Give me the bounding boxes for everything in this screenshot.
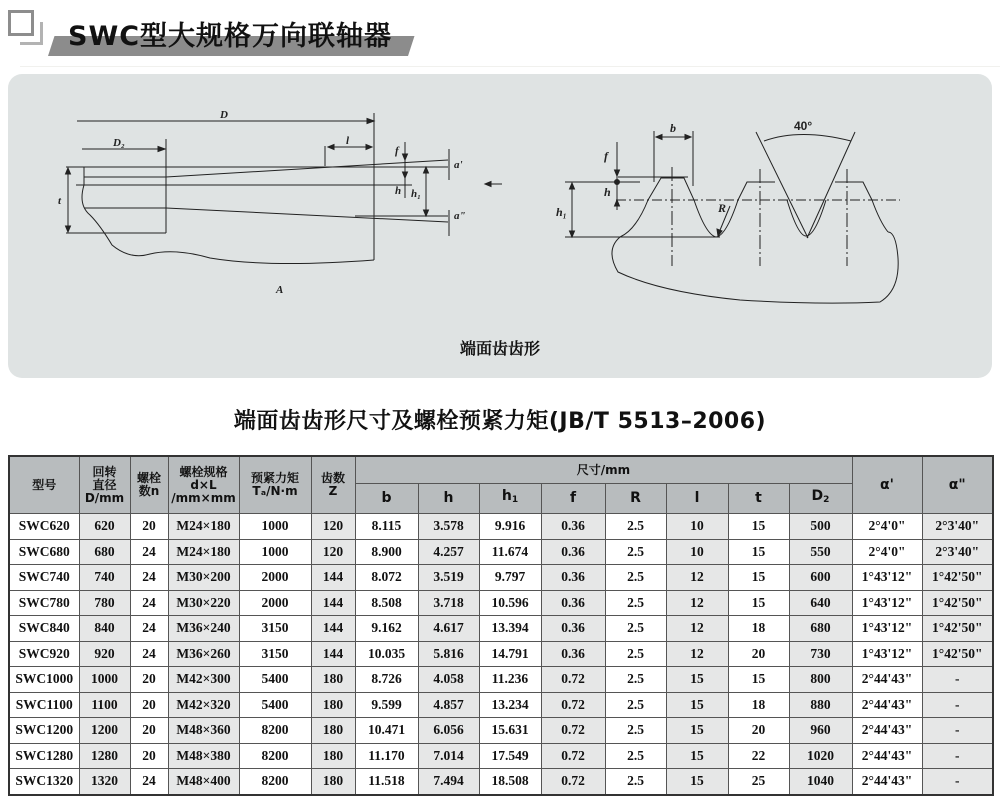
table-header-row-1 bbox=[9, 456, 993, 484]
cell-R: 2.5 bbox=[605, 769, 666, 795]
label-h1-right: h₁ bbox=[556, 205, 567, 219]
cell-alpha-prime: 2°44'43" bbox=[852, 718, 922, 744]
header-bolt-spec: 螺栓规格 d×L /mm×mm bbox=[168, 456, 239, 514]
label-h1: h₁ bbox=[411, 188, 421, 200]
cell-torque: 8200 bbox=[239, 718, 311, 744]
cell-b: 10.035 bbox=[355, 641, 418, 667]
label-l: l bbox=[346, 135, 350, 147]
header-divider bbox=[20, 66, 1000, 67]
cell-bolt-count: 20 bbox=[130, 718, 168, 744]
cell-torque: 1000 bbox=[239, 514, 311, 540]
cell-model: SWC1280 bbox=[9, 743, 79, 769]
cell-h: 3.519 bbox=[418, 565, 479, 591]
cell-R: 2.5 bbox=[605, 539, 666, 565]
cell-teeth: 180 bbox=[311, 667, 355, 693]
cell-h1: 9.797 bbox=[479, 565, 541, 591]
table-row bbox=[9, 718, 993, 744]
header-D2: $D_2$ bbox=[789, 484, 852, 514]
cell-D2: 880 bbox=[789, 692, 852, 718]
cell-torque: 3150 bbox=[239, 616, 311, 642]
cell-bolt-count: 20 bbox=[130, 692, 168, 718]
header-R: R bbox=[605, 484, 666, 514]
cell-bolt-spec: M48×400 bbox=[168, 769, 239, 795]
diagram-panel bbox=[8, 74, 992, 378]
label-view-A: A bbox=[276, 284, 284, 296]
table-body bbox=[9, 514, 993, 795]
cell-f: 0.36 bbox=[541, 590, 605, 616]
cell-alpha-prime: 2°44'43" bbox=[852, 667, 922, 693]
cell-alpha-prime: 2°4'0" bbox=[852, 514, 922, 540]
cell-bolt-count: 24 bbox=[130, 590, 168, 616]
cell-diameter: 1000 bbox=[79, 667, 130, 693]
cell-diameter: 780 bbox=[79, 590, 130, 616]
header-teeth: 齿数 Z bbox=[311, 456, 355, 514]
cell-t: 22 bbox=[728, 743, 789, 769]
label-f-right: f bbox=[604, 149, 608, 163]
cell-f: 0.36 bbox=[541, 616, 605, 642]
cell-diameter: 840 bbox=[79, 616, 130, 642]
cell-teeth: 144 bbox=[311, 616, 355, 642]
cell-D2: 600 bbox=[789, 565, 852, 591]
cell-D2: 500 bbox=[789, 514, 852, 540]
cell-alpha-double-prime: 1°42'50" bbox=[922, 641, 993, 667]
cell-t: 18 bbox=[728, 692, 789, 718]
cell-diameter: 1280 bbox=[79, 743, 130, 769]
header-b: b bbox=[355, 484, 418, 514]
cell-torque: 5400 bbox=[239, 667, 311, 693]
cell-torque: 5400 bbox=[239, 692, 311, 718]
cell-R: 2.5 bbox=[605, 514, 666, 540]
cell-f: 0.72 bbox=[541, 692, 605, 718]
header-h: h bbox=[418, 484, 479, 514]
cell-h1: 13.394 bbox=[479, 616, 541, 642]
cell-f: 0.72 bbox=[541, 718, 605, 744]
cell-l: 12 bbox=[666, 641, 728, 667]
header-h1: $h_1$ bbox=[479, 484, 541, 514]
cell-h: 4.617 bbox=[418, 616, 479, 642]
label-alpha2: a" bbox=[454, 210, 466, 222]
cell-alpha-double-prime: 1°42'50" bbox=[922, 565, 993, 591]
cell-b: 11.518 bbox=[355, 769, 418, 795]
table-row bbox=[9, 692, 993, 718]
table-row bbox=[9, 565, 993, 591]
cell-diameter: 1100 bbox=[79, 692, 130, 718]
cell-alpha-double-prime: 1°42'50" bbox=[922, 590, 993, 616]
cell-diameter: 680 bbox=[79, 539, 130, 565]
cell-model: SWC1320 bbox=[9, 769, 79, 795]
header-t: t bbox=[728, 484, 789, 514]
label-R: R bbox=[718, 201, 727, 215]
label-b: b bbox=[670, 121, 676, 135]
cell-bolt-count: 24 bbox=[130, 641, 168, 667]
cell-D2: 1040 bbox=[789, 769, 852, 795]
cell-teeth: 180 bbox=[311, 718, 355, 744]
cell-f: 0.36 bbox=[541, 514, 605, 540]
cell-bolt-spec: M48×360 bbox=[168, 718, 239, 744]
cell-bolt-spec: M30×220 bbox=[168, 590, 239, 616]
overlapping-squares-icon bbox=[8, 10, 48, 46]
cell-t: 25 bbox=[728, 769, 789, 795]
label-D: D bbox=[220, 109, 228, 121]
cell-alpha-double-prime: 2°3'40" bbox=[922, 514, 993, 540]
page-header bbox=[0, 0, 1000, 70]
cell-h1: 15.631 bbox=[479, 718, 541, 744]
cell-b: 8.508 bbox=[355, 590, 418, 616]
header-diameter: 回转 直径 D/mm bbox=[79, 456, 130, 514]
cell-bolt-spec: M36×240 bbox=[168, 616, 239, 642]
label-D2: D₂ bbox=[113, 137, 125, 149]
cell-alpha-prime: 1°43'12" bbox=[852, 641, 922, 667]
cell-b: 8.726 bbox=[355, 667, 418, 693]
cell-teeth: 180 bbox=[311, 743, 355, 769]
cell-R: 2.5 bbox=[605, 565, 666, 591]
table-row bbox=[9, 769, 993, 795]
cell-D2: 680 bbox=[789, 616, 852, 642]
cell-teeth: 180 bbox=[311, 769, 355, 795]
cell-alpha-prime: 2°4'0" bbox=[852, 539, 922, 565]
cell-t: 20 bbox=[728, 641, 789, 667]
cell-f: 0.36 bbox=[541, 565, 605, 591]
tooth-profile-drawing bbox=[565, 131, 900, 303]
cell-torque: 3150 bbox=[239, 641, 311, 667]
label-t: t bbox=[58, 195, 62, 207]
cell-b: 9.599 bbox=[355, 692, 418, 718]
table-row bbox=[9, 616, 993, 642]
cell-f: 0.72 bbox=[541, 743, 605, 769]
cell-b: 8.115 bbox=[355, 514, 418, 540]
cell-bolt-spec: M42×320 bbox=[168, 692, 239, 718]
header-alpha-double-prime: α" bbox=[922, 456, 993, 514]
cell-torque: 8200 bbox=[239, 743, 311, 769]
cell-h: 4.058 bbox=[418, 667, 479, 693]
cell-model: SWC920 bbox=[9, 641, 79, 667]
cell-l: 12 bbox=[666, 590, 728, 616]
cell-model: SWC740 bbox=[9, 565, 79, 591]
cell-l: 15 bbox=[666, 692, 728, 718]
cell-D2: 800 bbox=[789, 667, 852, 693]
cell-h1: 11.236 bbox=[479, 667, 541, 693]
page-title: SWC型大规格万向联轴器 bbox=[68, 21, 393, 52]
cell-diameter: 920 bbox=[79, 641, 130, 667]
cell-torque: 1000 bbox=[239, 539, 311, 565]
cell-h1: 10.596 bbox=[479, 590, 541, 616]
cell-alpha-prime: 2°44'43" bbox=[852, 692, 922, 718]
table-row bbox=[9, 514, 993, 540]
cell-h1: 14.791 bbox=[479, 641, 541, 667]
cell-bolt-spec: M48×380 bbox=[168, 743, 239, 769]
cell-alpha-prime: 2°44'43" bbox=[852, 743, 922, 769]
cell-h1: 11.674 bbox=[479, 539, 541, 565]
cell-bolt-count: 24 bbox=[130, 616, 168, 642]
header-dimensions-group: 尺寸/mm bbox=[355, 456, 852, 484]
cell-alpha-double-prime: - bbox=[922, 743, 993, 769]
cell-bolt-spec: M42×300 bbox=[168, 667, 239, 693]
cell-D2: 1020 bbox=[789, 743, 852, 769]
cell-alpha-double-prime: - bbox=[922, 667, 993, 693]
cell-bolt-count: 24 bbox=[130, 565, 168, 591]
cell-t: 15 bbox=[728, 590, 789, 616]
cell-bolt-spec: M30×200 bbox=[168, 565, 239, 591]
diagram-caption: 端面齿齿形 bbox=[459, 339, 540, 358]
cell-model: SWC620 bbox=[9, 514, 79, 540]
cell-torque: 2000 bbox=[239, 565, 311, 591]
cell-teeth: 144 bbox=[311, 641, 355, 667]
cell-l: 12 bbox=[666, 616, 728, 642]
cell-R: 2.5 bbox=[605, 616, 666, 642]
label-40-degrees: 40° bbox=[794, 119, 813, 133]
table-row bbox=[9, 641, 993, 667]
cell-R: 2.5 bbox=[605, 718, 666, 744]
cell-R: 2.5 bbox=[605, 743, 666, 769]
label-h-right: h bbox=[604, 185, 611, 199]
cell-R: 2.5 bbox=[605, 667, 666, 693]
cell-bolt-count: 24 bbox=[130, 769, 168, 795]
cell-t: 15 bbox=[728, 565, 789, 591]
cell-torque: 8200 bbox=[239, 769, 311, 795]
cell-t: 18 bbox=[728, 616, 789, 642]
cell-h: 3.578 bbox=[418, 514, 479, 540]
table-row bbox=[9, 667, 993, 693]
side-view-drawing bbox=[66, 113, 503, 264]
label-alpha1: a' bbox=[454, 159, 463, 171]
cell-bolt-count: 20 bbox=[130, 743, 168, 769]
cell-l: 12 bbox=[666, 565, 728, 591]
cell-alpha-double-prime: 2°3'40" bbox=[922, 539, 993, 565]
cell-l: 10 bbox=[666, 514, 728, 540]
cell-h: 5.816 bbox=[418, 641, 479, 667]
cell-torque: 2000 bbox=[239, 590, 311, 616]
cell-D2: 550 bbox=[789, 539, 852, 565]
header-alpha-prime: α' bbox=[852, 456, 922, 514]
cell-l: 15 bbox=[666, 718, 728, 744]
cell-model: SWC1000 bbox=[9, 667, 79, 693]
cell-teeth: 180 bbox=[311, 692, 355, 718]
cell-diameter: 1200 bbox=[79, 718, 130, 744]
cell-bolt-spec: M24×180 bbox=[168, 539, 239, 565]
cell-bolt-spec: M24×180 bbox=[168, 514, 239, 540]
label-h: h bbox=[395, 185, 402, 197]
cell-model: SWC1100 bbox=[9, 692, 79, 718]
cell-D2: 640 bbox=[789, 590, 852, 616]
cell-teeth: 144 bbox=[311, 565, 355, 591]
cell-alpha-double-prime: - bbox=[922, 769, 993, 795]
table-title: 端面齿齿形尺寸及螺栓预紧力矩(JB/T 5513–2006) bbox=[233, 409, 767, 434]
cell-b: 8.072 bbox=[355, 565, 418, 591]
cell-teeth: 144 bbox=[311, 590, 355, 616]
cell-h1: 13.234 bbox=[479, 692, 541, 718]
cell-b: 8.900 bbox=[355, 539, 418, 565]
cell-h: 7.494 bbox=[418, 769, 479, 795]
header-l: l bbox=[666, 484, 728, 514]
cell-b: 11.170 bbox=[355, 743, 418, 769]
cell-h: 7.014 bbox=[418, 743, 479, 769]
cell-diameter: 1320 bbox=[79, 769, 130, 795]
cell-model: SWC680 bbox=[9, 539, 79, 565]
tooth-profile-diagram bbox=[8, 74, 992, 378]
cell-model: SWC1200 bbox=[9, 718, 79, 744]
cell-alpha-double-prime: - bbox=[922, 692, 993, 718]
cell-h: 3.718 bbox=[418, 590, 479, 616]
header-torque: 预紧力矩 Tₐ/N·m bbox=[239, 456, 311, 514]
cell-l: 10 bbox=[666, 539, 728, 565]
table-row bbox=[9, 590, 993, 616]
cell-model: SWC840 bbox=[9, 616, 79, 642]
cell-alpha-prime: 1°43'12" bbox=[852, 565, 922, 591]
cell-alpha-double-prime: 1°42'50" bbox=[922, 616, 993, 642]
cell-h1: 18.508 bbox=[479, 769, 541, 795]
cell-bolt-count: 20 bbox=[130, 667, 168, 693]
cell-R: 2.5 bbox=[605, 692, 666, 718]
header-model: 型号 bbox=[9, 456, 79, 514]
cell-alpha-prime: 2°44'43" bbox=[852, 769, 922, 795]
cell-h: 4.257 bbox=[418, 539, 479, 565]
cell-l: 15 bbox=[666, 743, 728, 769]
cell-R: 2.5 bbox=[605, 590, 666, 616]
cell-f: 0.36 bbox=[541, 539, 605, 565]
label-f: f bbox=[395, 145, 399, 157]
header-bolt-count: 螺栓 数n bbox=[130, 456, 168, 514]
header-f: f bbox=[541, 484, 605, 514]
cell-t: 20 bbox=[728, 718, 789, 744]
cell-h1: 9.916 bbox=[479, 514, 541, 540]
cell-f: 0.72 bbox=[541, 667, 605, 693]
cell-h1: 17.549 bbox=[479, 743, 541, 769]
cell-t: 15 bbox=[728, 667, 789, 693]
cell-b: 10.471 bbox=[355, 718, 418, 744]
cell-diameter: 620 bbox=[79, 514, 130, 540]
cell-bolt-count: 24 bbox=[130, 539, 168, 565]
table-row bbox=[9, 539, 993, 565]
cell-h: 4.857 bbox=[418, 692, 479, 718]
cell-alpha-prime: 1°43'12" bbox=[852, 616, 922, 642]
cell-teeth: 120 bbox=[311, 514, 355, 540]
cell-alpha-prime: 1°43'12" bbox=[852, 590, 922, 616]
cell-f: 0.36 bbox=[541, 641, 605, 667]
cell-l: 15 bbox=[666, 667, 728, 693]
spec-table bbox=[8, 455, 994, 796]
cell-model: SWC780 bbox=[9, 590, 79, 616]
table-row bbox=[9, 743, 993, 769]
cell-bolt-count: 20 bbox=[130, 514, 168, 540]
cell-b: 9.162 bbox=[355, 616, 418, 642]
cell-diameter: 740 bbox=[79, 565, 130, 591]
cell-l: 15 bbox=[666, 769, 728, 795]
cell-D2: 960 bbox=[789, 718, 852, 744]
cell-D2: 730 bbox=[789, 641, 852, 667]
cell-f: 0.72 bbox=[541, 769, 605, 795]
cell-t: 15 bbox=[728, 514, 789, 540]
cell-teeth: 120 bbox=[311, 539, 355, 565]
cell-t: 15 bbox=[728, 539, 789, 565]
cell-h: 6.056 bbox=[418, 718, 479, 744]
cell-R: 2.5 bbox=[605, 641, 666, 667]
cell-bolt-spec: M36×260 bbox=[168, 641, 239, 667]
cell-alpha-double-prime: - bbox=[922, 718, 993, 744]
